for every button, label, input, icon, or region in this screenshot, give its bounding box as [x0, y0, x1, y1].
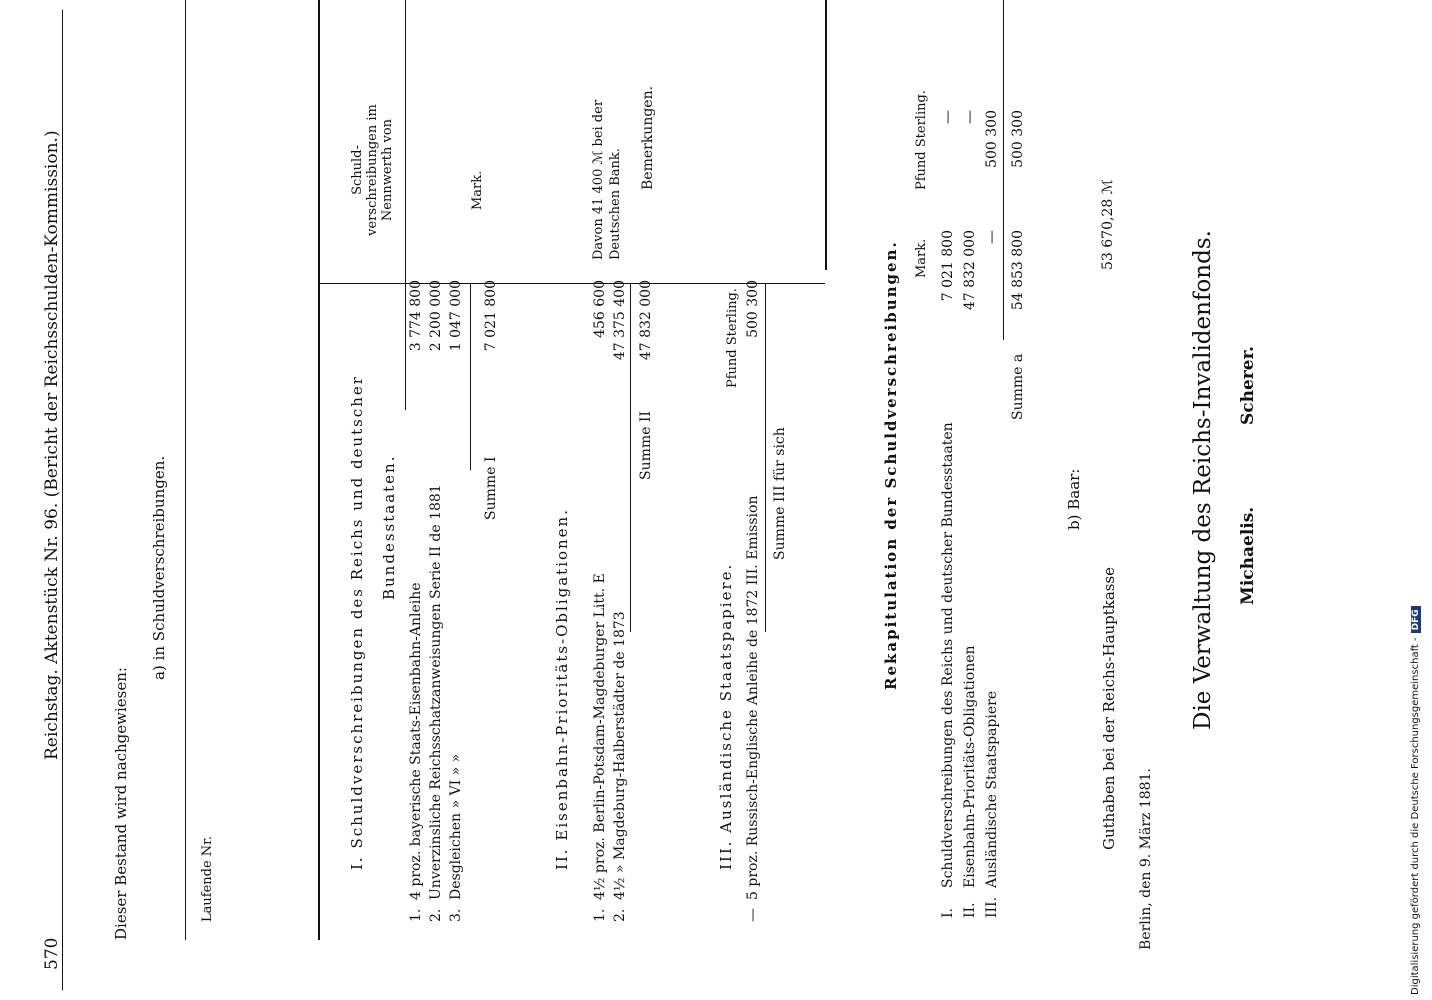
- section-b-heading: b) Baar:: [1065, 468, 1083, 530]
- g1-sum-rule: [470, 284, 471, 470]
- signature-1: Michaelis.: [1238, 506, 1258, 605]
- g1-row2-text: Unverzinsliche Reichsschatzanweisungen Serie II de 1881: [428, 484, 444, 900]
- col-header-amount-unit: Mark.: [470, 170, 485, 210]
- dfg-margin-text: Digitalisierung gefördert durch die Deutsche Forschungsgemeinschaft -: [1410, 637, 1421, 995]
- recap-row3-mark: —: [984, 230, 1000, 244]
- g3-row1-text: 5 proz. Russisch-Englische Anleihe de 1872 III. Emission: [745, 495, 761, 900]
- col-header-nr: Laufende Nr.: [200, 835, 215, 922]
- g3-row1-unit: Pfund Sterling.: [725, 288, 740, 388]
- dfg-logo: DFG: [1411, 606, 1421, 633]
- guthaben-text: Guthaben bei der Reichs-Hauptkasse: [1100, 566, 1118, 850]
- g1-row2-nr: 2.: [428, 908, 444, 922]
- recap-row3-pound: 500 300: [984, 110, 1000, 168]
- recap-sum-label: Summe a: [1010, 353, 1026, 420]
- g1-sum-amount: 7 021 800: [483, 280, 499, 352]
- recap-row1-text: Schuldverschreibungen des Reichs und deutscher Bundesstaaten: [940, 422, 956, 888]
- g2-row2-nr: 2.: [612, 908, 628, 922]
- signature-2: Scherer.: [1238, 346, 1258, 425]
- recap-row2-mark: 47 832 000: [962, 230, 978, 311]
- g1-row3-amount: 1 047 000: [448, 280, 464, 352]
- recap-row2-nr: II.: [962, 902, 978, 918]
- g1-row3-text: Desgleichen » VI » »: [448, 753, 464, 900]
- dfg-margin-note: [1410, 606, 1421, 995]
- section-a-heading: a) in Schuldverschreibungen.: [150, 455, 168, 680]
- g3-row1-amount: 500 300: [745, 280, 761, 338]
- recap-title: Rekapitulation der Schuldverschreibungen.: [882, 240, 900, 690]
- table-rule-text: [405, 0, 406, 410]
- g1-row2-amount: 2 200 000: [428, 280, 444, 352]
- date-line: Berlin, den 9. März 1881.: [1138, 768, 1154, 950]
- recap-row2-text: Eisenbahn-Prioritäts-Obligationen: [962, 645, 978, 888]
- intro-text: Dieser Bestand wird nachgewiesen:: [112, 667, 130, 940]
- table-rule-left: [185, 0, 186, 940]
- recap-sum-pound: 500 300: [1010, 110, 1026, 168]
- g3-sum-label: Summe III für sich: [772, 427, 788, 560]
- table-rule-nr: [318, 0, 320, 940]
- g1-row1-nr: 1.: [408, 908, 424, 922]
- authority-line: Die Verwaltung des Reichs-Invalidenfonds.: [1190, 230, 1216, 730]
- g2-sum-label: Summe II: [638, 411, 654, 480]
- recap-row1-mark: 7 021 800: [940, 230, 956, 302]
- g2-sum-rule: [630, 284, 631, 632]
- g2-row1-amount: 456 600: [592, 280, 608, 338]
- group1-title-cont: Bundesstaaten.: [380, 454, 398, 600]
- group3-title: III. Ausländische Staatspapiere.: [717, 562, 735, 870]
- g3-row1-nr: —: [745, 908, 761, 922]
- page-number: 570: [42, 937, 62, 970]
- guthaben-amount: 53 670,28 ℳ: [1100, 179, 1116, 270]
- running-title: Reichstag. Aktenstück Nr. 96. (Bericht der Reichsschulden-Kommission.): [42, 130, 62, 760]
- recap-row1-nr: I.: [940, 908, 956, 918]
- recap-sum-mark: 54 853 800: [1010, 230, 1026, 311]
- recap-sum-rule: [1003, 0, 1004, 340]
- header-rule: [62, 10, 63, 990]
- table-rule-amount: [825, 0, 827, 270]
- g2-row1-text: 4½ proz. Berlin-Potsdam-Magdeburger Litt. E: [592, 573, 608, 900]
- g3-sum-rule: [765, 284, 766, 632]
- g1-row1-text: 4 proz. bayerische Staats-Eisenbahn-Anleihe: [408, 582, 424, 900]
- col-header-amount: Schuld- verschreibungen im Nennwerth von: [350, 104, 395, 236]
- g1-row1-amount: 3 774 800: [408, 280, 424, 352]
- recap-row1-pound: —: [940, 110, 956, 124]
- g1-row3-nr: 3.: [448, 908, 464, 922]
- g2-row1-nr: 1.: [592, 908, 608, 922]
- recap-col-pound: Pfund Sterling.: [914, 90, 929, 190]
- g2-sum-amount: 47 832 000: [638, 280, 654, 361]
- g2-row2-text: 4½ » Magdeburg-Halberstädter de 1873: [612, 611, 628, 900]
- group2-title: II. Eisenbahn-Prioritäts-Obligationen.: [553, 508, 571, 870]
- recap-row3-nr: III.: [984, 896, 1000, 918]
- g2-row2-amount: 47 375 400: [612, 280, 628, 361]
- recap-row3-text: Ausländische Staatspapiere: [984, 690, 1000, 888]
- col-header-remarks: Bemerkungen.: [640, 85, 656, 190]
- g1-sum-label: Summe I: [483, 456, 499, 520]
- g2-remark: Davon 41 400 ℳ bei der Deutschen Bank.: [591, 99, 623, 260]
- group1-title: I. Schuldverschreibungen des Reichs und deutscher: [348, 375, 366, 870]
- recap-col-mark: Mark.: [914, 238, 929, 278]
- recap-row2-pound: —: [962, 110, 978, 124]
